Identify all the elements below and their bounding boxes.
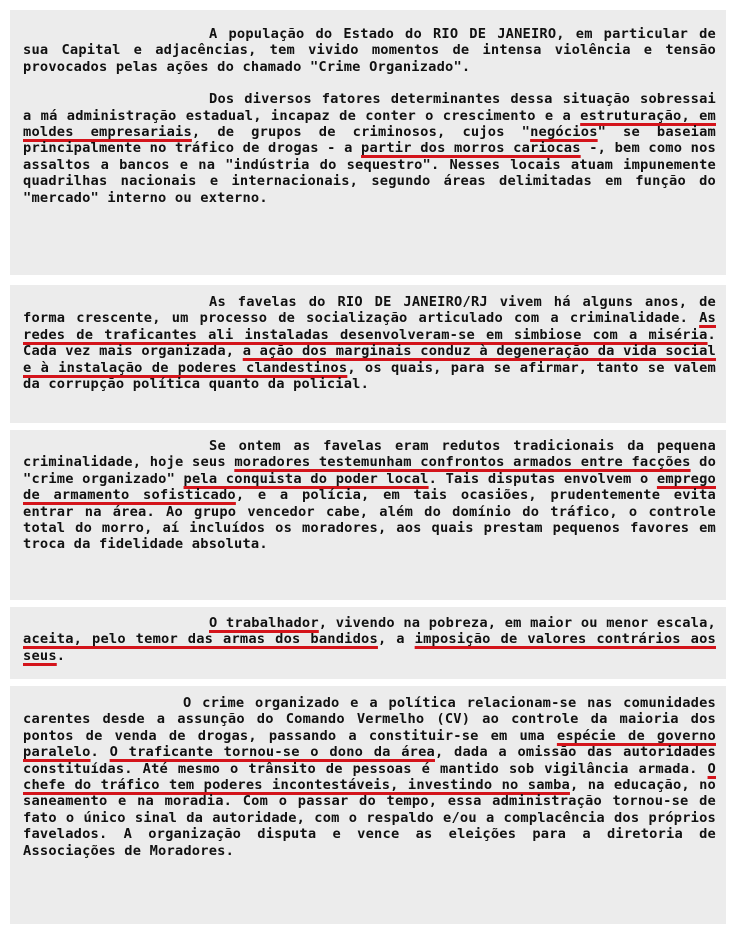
text-run: do "crime organizado"	[23, 454, 717, 487]
underlined-phrase: As redes de traficantes ali instaladas desenvolveram-se em simbiose com a miséria	[23, 310, 716, 343]
paragraph	[23, 438, 716, 553]
underlined-phrase: espécie de governo paralelo	[23, 727, 716, 761]
text-run: .	[56, 647, 66, 664]
underlined-phrase: imposição de valores contrários aos seus	[23, 631, 716, 664]
text-run: , na educação, no saneamento e na moradia. Com o passar do tempo, essa administração tornou-se de fato o único sinal da autoridade, com o respaldo e/ou a complacência dos próprios favelados. A organização disputa e vence as eleições para a diretoria de Associações de Moradores.	[23, 777, 716, 859]
text-run: , e a polícia, em tais ocasiões, prudentemente evita entrar na área. Ao grupo vencedor cabe, além do domínio do tráfico, o controle total do morro, aí incluídos os moradores, aos quais prestam pequenos favores em troca da fidelidade absoluta.	[23, 487, 716, 553]
paragraph	[23, 695, 716, 859]
paragraph	[23, 615, 716, 664]
paragraph	[23, 91, 716, 206]
underlined-phrase: O trabalhador	[209, 615, 319, 631]
text-run: . Tais disputas envolvem o	[428, 470, 657, 487]
paragraph	[23, 26, 716, 75]
underlined-phrase: a ação dos marginais conduz à degeneração da vida social e à instalação de poderes clandestinos	[23, 343, 717, 376]
underlined-phrase: emprego de armamento sofisticado	[23, 470, 716, 504]
text-run: , vivendo na pobreza, em maior ou menor escala,	[318, 615, 716, 631]
text-run: -, bem como nos assaltos a bancos e na "indústria do sequestro". Nesses locais atuam impunemente quadrilhas nacionais e internacionais, segundo áreas delimitadas em função do "mercado" interno ou externo.	[23, 140, 716, 206]
text-run: , os quais, para se afirmar, tanto se valem da corrupção política quanto da policial.	[23, 359, 716, 393]
underlined-phrase: pela conquista do poder local	[183, 470, 429, 487]
underlined-phrase: aceita, pelo temor das armas dos bandidos	[23, 631, 378, 648]
text-run: A população do Estado do RIO DE JANEIRO, em particular de sua Capital e adjacências, tem vivido momentos de intensa violência e tensão provocados pelas ações do chamado "Crime Organizado".	[23, 26, 716, 75]
text-run: .	[90, 744, 110, 761]
clipping-3	[10, 430, 726, 600]
text-run: Se ontem as favelas eram redutos tradicionais da pequena criminalidade, hoje seus	[23, 438, 716, 471]
underlined-phrase: partir dos morros cariocas	[361, 140, 581, 157]
underlined-phrase: O traficante tornou-se o dono da área	[109, 744, 435, 761]
text-run: O crime organizado e a política relacionam-se nas comunidades carentes desde a assunção do Comando Vermelho (CV) ao controle da maioria dos pontos de venda de drogas, passando a constituir-se em uma	[23, 695, 716, 744]
text-run: . Cada vez mais organizada,	[23, 326, 716, 360]
text-run: Dos diversos fatores determinantes dessa situação sobressai a má administração estadual, incapaz de conter o crescimento e a	[23, 91, 716, 124]
paragraph	[23, 294, 716, 392]
text-run: , a	[377, 631, 415, 648]
text-run: , de grupos de criminosos, cujos "	[191, 124, 531, 141]
clipping-2	[10, 285, 726, 423]
text-run: " se baseiam principalmente no tráfico de drogas - a	[23, 124, 716, 157]
text-run: , dada a omissão das autoridades constituídas. Até mesmo o trânsito de pessoas é mantido sob vigilância armada.	[23, 744, 716, 777]
underlined-phrase: moradores testemunham confrontos armados entre facções	[234, 454, 691, 471]
underlined-phrase: O chefe do tráfico tem poderes incontestáveis, investindo no samba	[23, 760, 716, 794]
clipping-5	[10, 686, 726, 924]
clipping-1	[10, 10, 726, 275]
clipping-4	[10, 607, 726, 679]
underlined-phrase: estruturação, em moldes empresariais	[23, 107, 716, 141]
underlined-phrase: negócios	[530, 124, 598, 141]
text-run: As favelas do RIO DE JANEIRO/RJ vivem há alguns anos, de forma crescente, um processo de socialização articulado com a criminalidade.	[23, 294, 716, 327]
